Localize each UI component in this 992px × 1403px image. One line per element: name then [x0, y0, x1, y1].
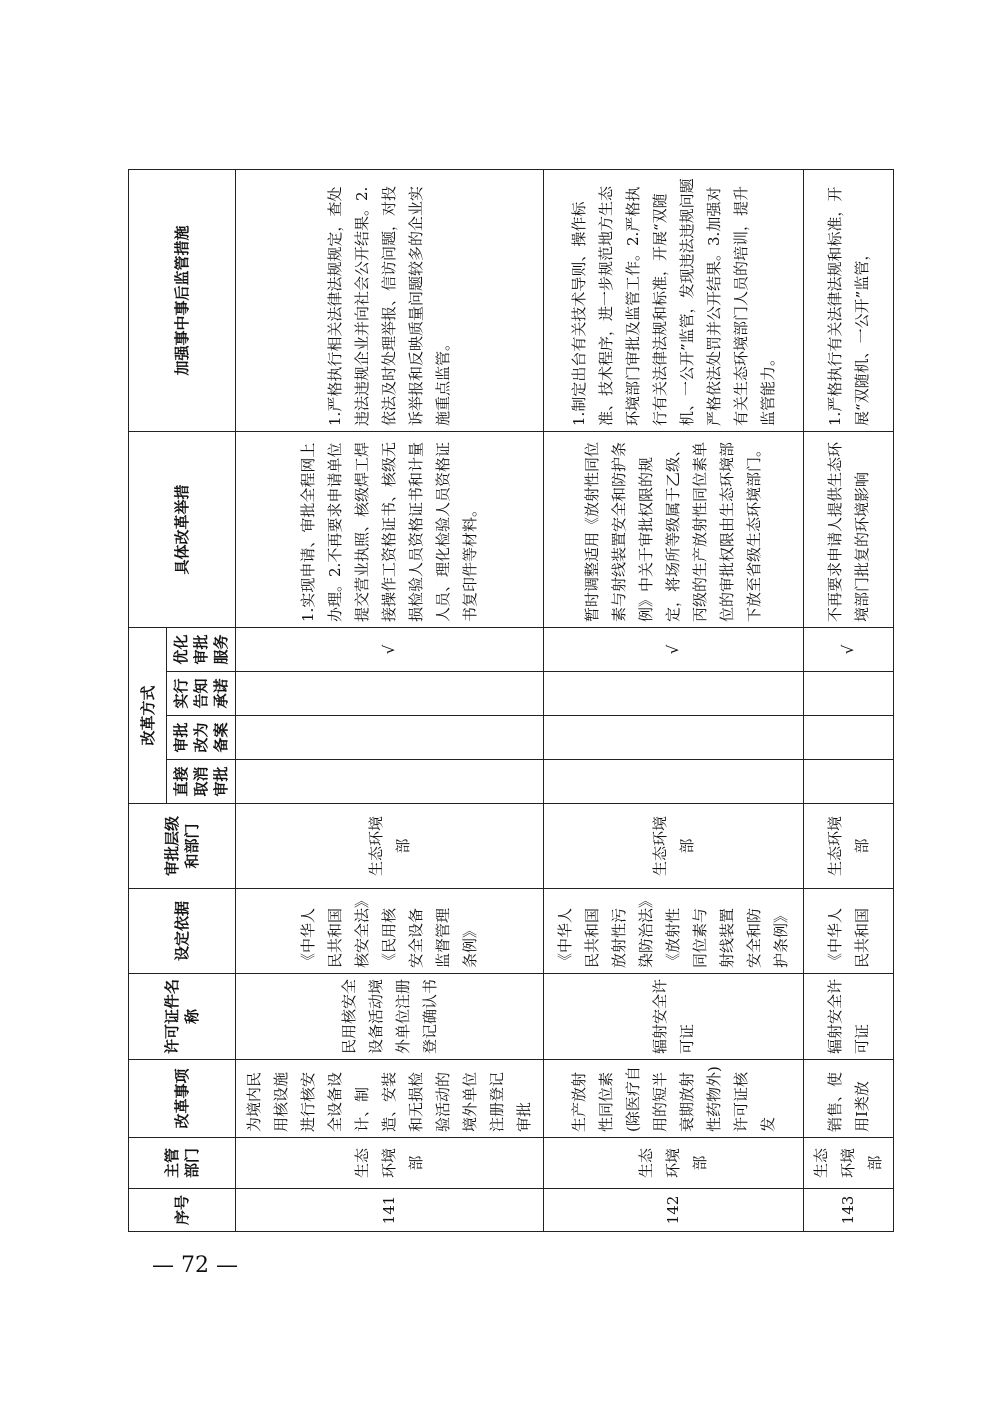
header-method-notification: 实行告知承诺: [167, 672, 236, 716]
cell-supervision: 1.制定出台有关技术导则、操作标准、技术程序，进一步规范地方生态环境部门审批及监管工作。2.严格执行有关法律法规和标准，开展“双随机、一公开”监管，发现违法违规问题严格依法处罚并公开结果。3.加强对有关生态环境部门人员的培训，提升监管能力。: [544, 169, 804, 431]
cell-measures: 暂时调整适用《放射性同位素与射线装置安全和防护条例》中关于审批权限的规定，将场所等级属于乙级、丙级的生产放射性同位素单位的审批权限由生态环境部下放至省级生态环境部门。: [544, 431, 804, 627]
table-header-row: [129, 169, 167, 1231]
cell-measures: 不再要求申请人提供生态环境部门批复的环境影响: [804, 431, 894, 627]
header-method-group: 改革方式: [129, 627, 167, 803]
cell-method-notification: [544, 672, 804, 716]
table-row: [804, 169, 894, 1231]
cell-level: 生态环境部: [544, 804, 804, 889]
header-license: 许可证件名称: [129, 974, 236, 1060]
table-row: [544, 169, 804, 1231]
check-mark: √: [544, 627, 804, 671]
cell-method-cancel: [544, 760, 804, 804]
cell-item: 销售、使用Ⅰ类放: [804, 1060, 894, 1138]
cell-method-filing: [804, 716, 894, 760]
header-dept: 主管部门: [129, 1138, 236, 1189]
cell-method-filing: [236, 716, 544, 760]
header-measures: 具体改革举措: [129, 431, 236, 627]
cell-basis: 《中华人民共和国核安全法》《民用核安全设备监督管理条例》: [236, 889, 544, 974]
cell-supervision: 1.严格执行有关法律法规和标准，开展“双随机、一公开”监管，: [804, 169, 894, 431]
header-item: 改革事项: [129, 1060, 236, 1138]
header-seq: 序号: [129, 1189, 236, 1232]
cell-level: 生态环境部: [804, 804, 894, 889]
cell-dept: 生态环境部: [236, 1138, 544, 1189]
header-supervision: 加强事中事后监管措施: [129, 169, 236, 431]
header-method-filing: 审批改为备案: [167, 716, 236, 760]
cell-item: 为境内民用核设施进行核安全设备设计、制造、安装和无损检验活动的境外单位注册登记审批: [236, 1060, 544, 1138]
cell-method-cancel: [236, 760, 544, 804]
cell-dept: 生态环境部: [804, 1138, 894, 1189]
cell-basis: 《中华人民共和国放射性污染防治法》《放射性同位素与射线装置安全和防护条例》: [544, 889, 804, 974]
check-mark: √: [804, 627, 894, 671]
cell-item: 生产放射性同位素(除医疗自用的短半衰期放射性药物外)许可证核发: [544, 1060, 804, 1138]
reform-items-table: [128, 169, 894, 1232]
page-number: — 72 —: [152, 1253, 238, 1278]
cell-license: 辐射安全许可证: [544, 974, 804, 1060]
table-row: [236, 169, 544, 1231]
cell-dept: 生态环境部: [544, 1138, 804, 1189]
rotated-table-container: [128, 170, 884, 1232]
cell-method-notification: [236, 672, 544, 716]
header-method-optimize: 优化审批服务: [167, 627, 236, 671]
cell-supervision: 1.严格执行相关法律法规规定，查处违法违规企业并向社会公开结果。2.依法及时处理举报、信访问题，对投诉举报和反映质量问题较多的企业实施重点监管。: [236, 169, 544, 431]
header-level: 审批层级和部门: [129, 804, 236, 889]
cell-seq: 142: [544, 1189, 804, 1232]
cell-seq: 143: [804, 1189, 894, 1232]
cell-level: 生态环境部: [236, 804, 544, 889]
cell-method-notification: [804, 672, 894, 716]
cell-license: 辐射安全许可证: [804, 974, 894, 1060]
cell-measures: 1.实现申请、审批全程网上办理。2.不再要求申请单位提交营业执照、核级焊工焊接操作工资格证书、核级无损检验人员资格证书和计量人员、理化检验人员资格证书复印件等材料。: [236, 431, 544, 627]
header-method-cancel: 直接取消审批: [167, 760, 236, 804]
cell-basis: 《中华人民共和国: [804, 889, 894, 974]
cell-seq: 141: [236, 1189, 544, 1232]
header-basis: 设定依据: [129, 889, 236, 974]
cell-method-cancel: [804, 760, 894, 804]
cell-method-filing: [544, 716, 804, 760]
cell-license: 民用核安全设备活动境外单位注册登记确认书: [236, 974, 544, 1060]
check-mark: √: [236, 627, 544, 671]
